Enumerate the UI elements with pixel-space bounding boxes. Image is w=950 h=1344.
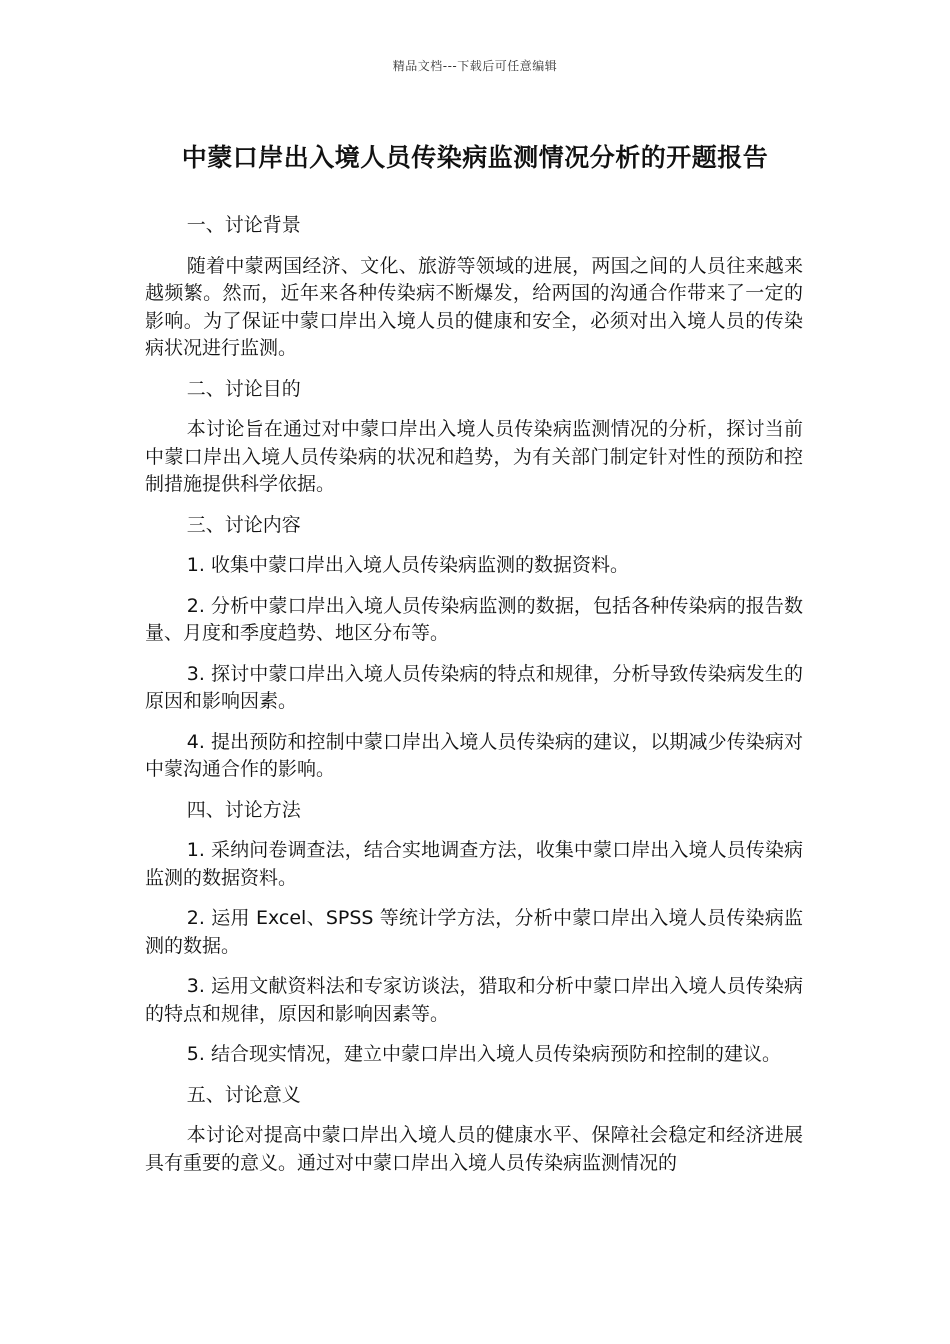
document-body: [145, 212, 803, 1190]
content-item-2: 2. 分析中蒙口岸出入境人员传染病监测的数据，包括各种传染病的报告数量、月度和季度趋势、地区分布等。: [145, 594, 803, 644]
method-item-2: 2. 运用 Excel、SPSS 等统计学方法，分析中蒙口岸出入境人员传染病监测的数据。: [145, 907, 803, 957]
section-heading-purpose: 二、讨论目的: [186, 377, 301, 400]
section-heading-significance: 五、讨论意义: [186, 1083, 301, 1106]
paragraph-significance: 本讨论对提高中蒙口岸出入境人员的健康水平、保障社会稳定和经济进展具有重要的意义。通过对中蒙口岸出入境人员传染病监测情况的: [145, 1124, 803, 1174]
section-heading-methods: 四、讨论方法: [186, 798, 301, 821]
paragraph-purpose: 本讨论旨在通过对中蒙口岸出入境人员传染病监测情况的分析，探讨当前中蒙口岸出入境人员传染病的状况和趋势，为有关部门制定针对性的预防和控制措施提供科学依据。: [145, 418, 803, 495]
method-item-5: 5. 结合现实情况，建立中蒙口岸出入境人员传染病预防和控制的建议。: [186, 1043, 781, 1065]
section-heading-background: 一、讨论背景: [186, 214, 301, 236]
document-title: 中蒙口岸出入境人员传染病监测情况分析的开题报告: [181, 143, 769, 172]
paragraph-background: 随着中蒙两国经济、文化、旅游等领域的进展，两国之间的人员往来越来越频繁。然而，近年来各种传染病不断爆发，给两国的沟通合作带来了一定的影响。为了保证中蒙口岸出入境人员的健康和安全，必须对出入境人员的传染病状况进行监测。: [145, 254, 803, 359]
content-item-1: 1. 收集中蒙口岸出入境人员传染病监测的数据资料。: [186, 554, 629, 576]
method-item-1: 1. 采纳问卷调查法，结合实地调查方法，收集中蒙口岸出入境人员传染病监测的数据资料。: [145, 839, 803, 889]
content-item-4: 4. 提出预防和控制中蒙口岸出入境人员传染病的建议，以期减少传染病对中蒙沟通合作的影响。: [145, 730, 803, 780]
content-item-3: 3. 探讨中蒙口岸出入境人员传染病的特点和规律，分析导致传染病发生的原因和影响因素。: [145, 662, 803, 712]
header-note: 精品文档---下载后可任意编辑: [392, 59, 558, 73]
section-heading-content: 三、讨论内容: [186, 513, 301, 536]
method-item-3: 3. 运用文献资料法和专家访谈法，猎取和分析中蒙口岸出入境人员传染病的特点和规律，原因和影响因素等。: [145, 975, 803, 1025]
